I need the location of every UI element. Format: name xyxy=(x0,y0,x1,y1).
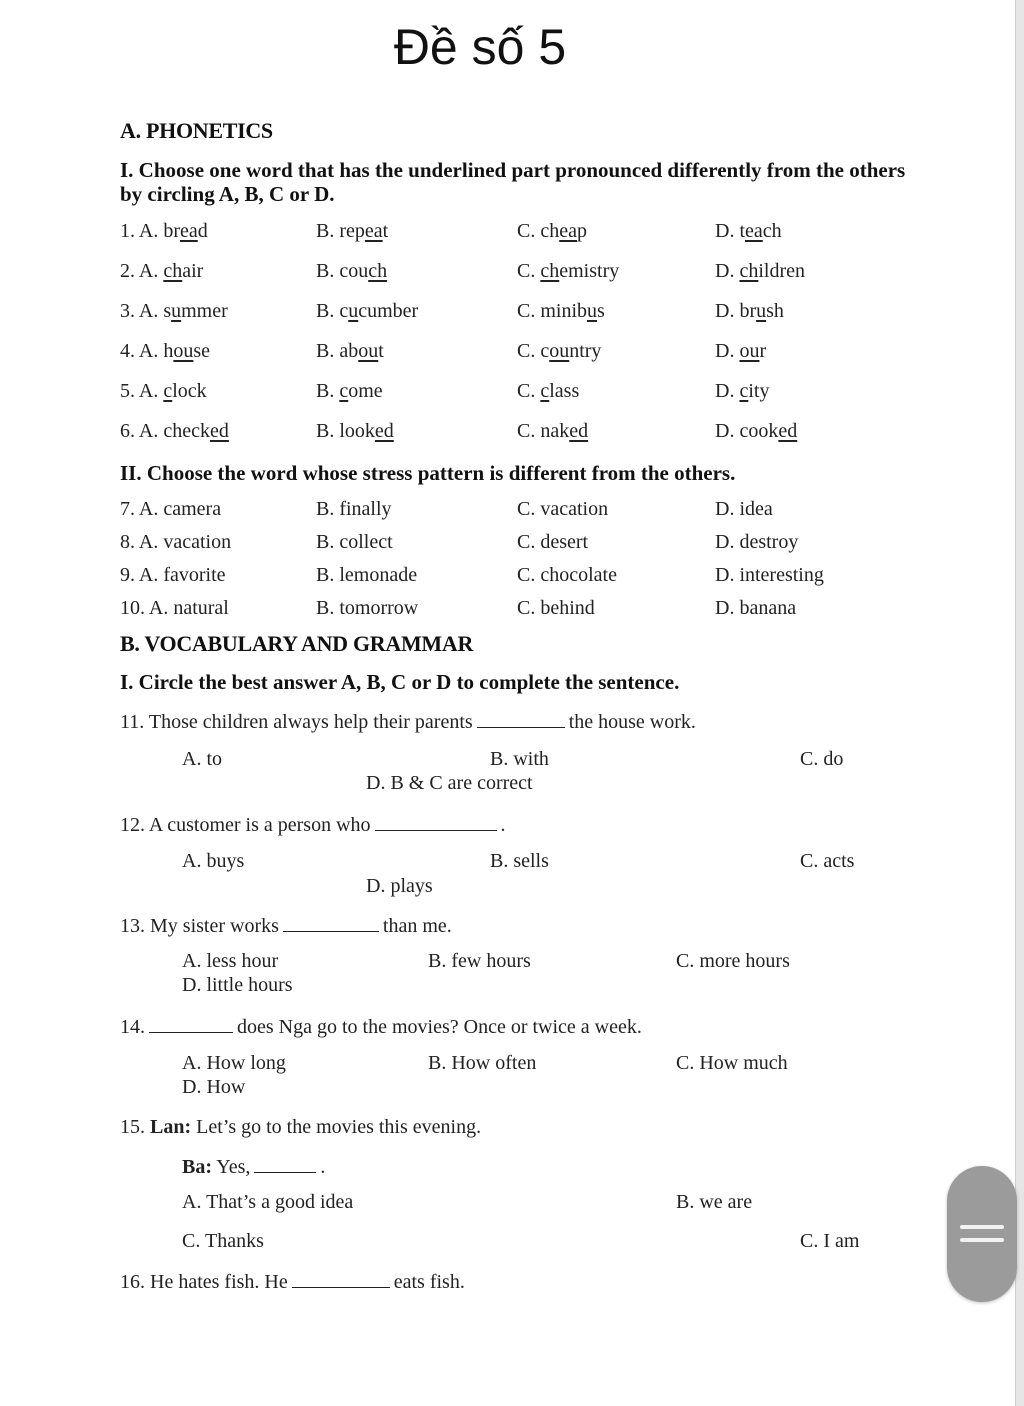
q15-option-a[interactable]: A. That’s a good idea xyxy=(182,1191,354,1213)
q6-option-a[interactable] xyxy=(120,420,229,443)
underlined-part: ch xyxy=(739,260,759,282)
option-rest: mmer xyxy=(181,300,228,322)
question-16 xyxy=(120,1269,465,1294)
option-label: 5. A. xyxy=(120,380,164,402)
q2-option-a[interactable] xyxy=(120,260,203,283)
option-rest: d xyxy=(197,220,208,242)
q12-option-b[interactable]: B. sells xyxy=(490,850,549,872)
q3-option-c[interactable] xyxy=(517,300,605,323)
option-label: D. xyxy=(715,340,740,362)
option-rest: emistry xyxy=(559,260,620,282)
option-label: B. look xyxy=(316,420,375,442)
underlined-part: ch xyxy=(368,260,388,282)
q13-blank[interactable] xyxy=(283,913,379,932)
q7-option-c[interactable]: C. vacation xyxy=(517,498,609,520)
q1-option-c[interactable] xyxy=(517,220,587,243)
q8-option-d[interactable]: D. destroy xyxy=(715,531,799,553)
option-rest: ildren xyxy=(758,260,805,282)
section-b-instruction: I. Circle the best answer A, B, C or D to complete the sentence. xyxy=(120,670,680,694)
option-label: C. xyxy=(517,380,541,402)
q12-option-a[interactable]: A. buys xyxy=(182,850,245,872)
option-label: 6. A. check xyxy=(120,420,210,442)
q6-option-b[interactable] xyxy=(316,420,394,443)
option-rest: se xyxy=(193,340,211,362)
q10-option-b[interactable]: B. tomorrow xyxy=(316,597,419,619)
q16-blank[interactable] xyxy=(292,1269,390,1288)
q10-option-c[interactable]: C. behind xyxy=(517,597,595,619)
option-label: 3. A. s xyxy=(120,300,172,322)
part2-instruction: II. Choose the word whose stress pattern is different from the others. xyxy=(120,461,736,485)
q14-text: 14. xyxy=(120,1016,145,1038)
grip-line-icon xyxy=(960,1225,1004,1229)
option-label: D. cook xyxy=(715,420,779,442)
q4-option-d[interactable] xyxy=(715,340,766,363)
q11-option-b[interactable]: B. with xyxy=(490,748,549,770)
underlined-part: ou xyxy=(739,340,760,362)
option-label: D. xyxy=(715,380,740,402)
q4-option-b[interactable] xyxy=(316,340,384,363)
option-label: D. t xyxy=(715,220,745,242)
underlined-part: ea xyxy=(745,220,763,242)
q13-option-a[interactable]: A. less hour xyxy=(182,950,279,972)
option-label: B. cou xyxy=(316,260,369,282)
q6-option-d[interactable] xyxy=(715,420,797,443)
option-label: C. minib xyxy=(517,300,588,322)
underlined-part: ou xyxy=(358,340,379,362)
q12-option-d[interactable]: D. plays xyxy=(366,875,433,897)
underlined-part: c xyxy=(163,380,173,402)
q13-option-d[interactable]: D. little hours xyxy=(182,974,293,996)
q1-option-b[interactable] xyxy=(316,220,388,243)
q12-text: 12. A customer is a person who xyxy=(120,814,371,836)
q15-blank[interactable] xyxy=(254,1154,316,1173)
underlined-part: ed xyxy=(778,420,798,442)
underlined-part: ch xyxy=(163,260,183,282)
q16-text-end: eats fish. xyxy=(393,1271,465,1293)
q5-option-d[interactable] xyxy=(715,380,769,403)
q15-speaker-ba: Ba: xyxy=(182,1156,212,1178)
option-label: D. xyxy=(715,260,740,282)
section-a-heading: A. PHONETICS xyxy=(120,118,273,143)
section-b-heading: B. VOCABULARY AND GRAMMAR xyxy=(120,631,474,656)
option-label: B. xyxy=(316,380,340,402)
q15-line-ba-end: . xyxy=(320,1156,326,1178)
q3-option-d[interactable] xyxy=(715,300,784,323)
q15-option-c[interactable]: C. Thanks xyxy=(182,1230,264,1252)
option-rest: cumber xyxy=(358,300,419,322)
question-11 xyxy=(120,709,696,734)
q5-option-c[interactable] xyxy=(517,380,579,403)
q13-option-b[interactable]: B. few hours xyxy=(428,950,531,972)
option-rest: sh xyxy=(766,300,784,322)
option-rest: p xyxy=(576,220,587,242)
q7-option-d[interactable]: D. idea xyxy=(715,498,773,520)
q15-speaker-lan: Lan: xyxy=(150,1116,192,1138)
underlined-part: ou xyxy=(173,340,194,362)
question-12 xyxy=(120,812,506,837)
q13-option-c[interactable]: C. more hours xyxy=(676,950,790,972)
part1-instruction: I. Choose one word that has the underlined part pronounced differently from the others by circling A, B, C or D. xyxy=(120,158,906,206)
q13-text-end: than me. xyxy=(382,915,452,937)
q9-option-b[interactable]: B. lemonade xyxy=(316,564,418,586)
underlined-part: ea xyxy=(180,220,198,242)
q10-option-d[interactable]: D. banana xyxy=(715,597,797,619)
option-rest: r xyxy=(759,340,767,362)
option-label: C. xyxy=(517,260,541,282)
underlined-part: c xyxy=(540,380,550,402)
underlined-part: c xyxy=(339,380,349,402)
q12-text-end: . xyxy=(500,814,506,836)
q15-number: 15. xyxy=(120,1116,145,1138)
underlined-part: ea xyxy=(559,220,577,242)
question-13 xyxy=(120,913,452,938)
underlined-part: c xyxy=(739,380,749,402)
q12-blank[interactable] xyxy=(375,812,497,831)
q8-option-b[interactable]: B. collect xyxy=(316,531,393,553)
option-rest: lass xyxy=(549,380,580,402)
q3-option-b[interactable] xyxy=(316,300,418,323)
q2-option-b[interactable] xyxy=(316,260,387,283)
option-label: 2. A. xyxy=(120,260,164,282)
underlined-part: ou xyxy=(549,340,570,362)
option-label: B. rep xyxy=(316,220,365,242)
option-label: C. nak xyxy=(517,420,570,442)
underlined-part: u xyxy=(587,300,598,322)
underlined-part: u xyxy=(756,300,767,322)
q16-text: 16. He hates fish. He xyxy=(120,1271,288,1293)
q5-option-a[interactable] xyxy=(120,380,207,403)
underlined-part: u xyxy=(348,300,359,322)
question-14 xyxy=(120,1014,642,1039)
q5-option-b[interactable] xyxy=(316,380,383,403)
underlined-part: ed xyxy=(569,420,589,442)
option-rest: ntry xyxy=(569,340,602,362)
doc-title: Đề số 5 xyxy=(393,19,567,75)
q11-text-end: the house work. xyxy=(568,711,696,733)
q14-blank[interactable] xyxy=(149,1014,233,1033)
option-rest: ity xyxy=(748,380,770,402)
underlined-part: u xyxy=(171,300,182,322)
option-label: D. br xyxy=(715,300,757,322)
q10-option-a[interactable]: 10. A. natural xyxy=(120,597,229,619)
q14-text-end: does Nga go to the movies? Once or twice a week. xyxy=(237,1016,642,1038)
q2-option-d[interactable] xyxy=(715,260,805,283)
question-15-reply xyxy=(182,1154,325,1179)
q15-option-d[interactable]: C. I am xyxy=(800,1230,860,1252)
q11-blank[interactable] xyxy=(477,709,565,728)
q14-option-b[interactable]: B. How often xyxy=(428,1052,537,1074)
grip-line-icon xyxy=(960,1238,1004,1242)
q6-option-c[interactable] xyxy=(517,420,588,443)
q2-option-c[interactable] xyxy=(517,260,619,283)
q14-option-c[interactable]: C. How much xyxy=(676,1052,788,1074)
underlined-part: ed xyxy=(209,420,229,442)
option-label: B. ab xyxy=(316,340,359,362)
option-label: C. c xyxy=(517,340,550,362)
option-label: B. c xyxy=(316,300,349,322)
option-rest: t xyxy=(378,340,384,362)
underlined-part: ed xyxy=(374,420,394,442)
q1-option-d[interactable] xyxy=(715,220,782,243)
q15-line-lan: Let’s go to the movies this evening. xyxy=(196,1116,482,1138)
option-rest: s xyxy=(597,300,605,322)
q7-option-a[interactable]: 7. A. camera xyxy=(120,498,222,520)
option-rest: t xyxy=(382,220,389,242)
q11-option-d[interactable]: D. B & C are correct xyxy=(366,772,533,794)
option-rest: air xyxy=(182,260,204,282)
q14-option-d[interactable]: D. How xyxy=(182,1076,246,1098)
question-15 xyxy=(120,1116,481,1139)
q15-option-b[interactable]: B. we are xyxy=(676,1191,753,1213)
underlined-part: ch xyxy=(540,260,560,282)
q14-option-a[interactable]: A. How long xyxy=(182,1052,286,1074)
option-rest: ch xyxy=(762,220,782,242)
q9-option-a[interactable]: 9. A. favorite xyxy=(120,564,226,586)
q12-option-c[interactable]: C. acts xyxy=(800,850,855,872)
q11-text: 11. Those children always help their parents xyxy=(120,711,473,733)
q4-option-a[interactable] xyxy=(120,340,210,363)
option-label: 4. A. h xyxy=(120,340,174,362)
q8-option-c[interactable]: C. desert xyxy=(517,531,589,553)
q9-option-d[interactable]: D. interesting xyxy=(715,564,824,586)
q1-option-a[interactable] xyxy=(120,220,208,243)
q4-option-c[interactable] xyxy=(517,340,601,363)
q11-option-a[interactable]: A. to xyxy=(182,748,222,770)
scroll-handle[interactable] xyxy=(947,1166,1017,1302)
option-label: 1. A. br xyxy=(120,220,180,242)
q7-option-b[interactable]: B. finally xyxy=(316,498,392,520)
option-rest: lock xyxy=(172,380,207,402)
q8-option-a[interactable]: 8. A. vacation xyxy=(120,531,232,553)
q9-option-c[interactable]: C. chocolate xyxy=(517,564,617,586)
q11-option-c[interactable]: C. do xyxy=(800,748,844,770)
q15-line-ba: Yes, xyxy=(216,1156,251,1178)
option-label: C. ch xyxy=(517,220,560,242)
underlined-part: ea xyxy=(364,220,383,242)
option-rest: ome xyxy=(348,380,383,402)
q13-text: 13. My sister works xyxy=(120,915,279,937)
q3-option-a[interactable] xyxy=(120,300,228,323)
